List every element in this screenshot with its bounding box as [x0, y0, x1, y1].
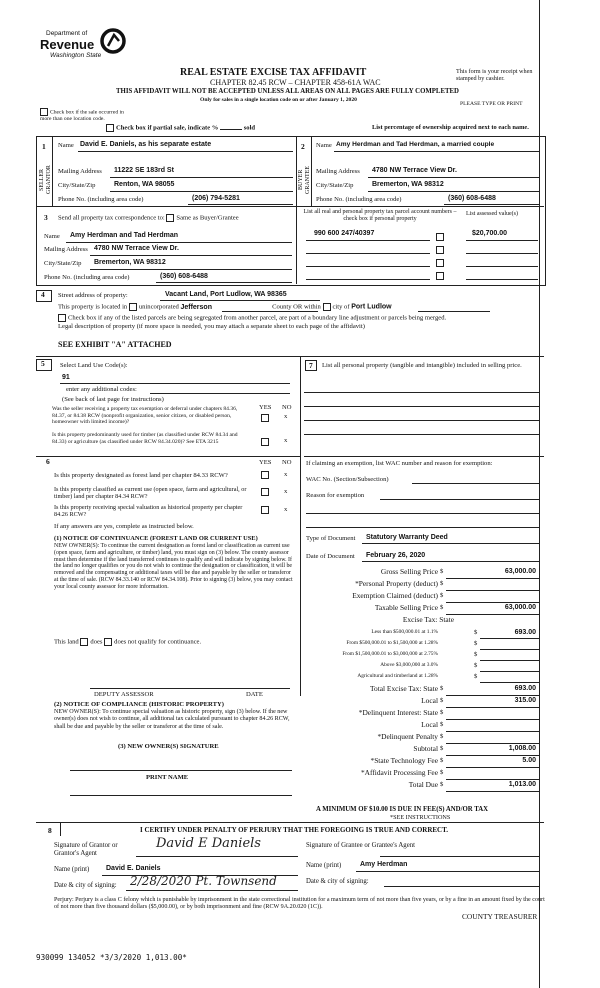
print-name-label: PRINT NAME	[146, 774, 189, 781]
assessed-value-label: List assessed value(s)	[466, 211, 518, 217]
logo-line1: Department of	[46, 30, 88, 37]
calc-label-tier1: Less than $500,000.01 at 1.1%	[371, 629, 438, 635]
calc-label-total-due: Total Due	[408, 780, 438, 789]
deputy-assessor-label: DEPUTY ASSESSOR	[94, 691, 154, 698]
s6-question-1: Is this property designated as forest land per chapter 84.33 RCW?	[54, 472, 228, 479]
multi-location-check: Check box if the sale occurred in more than one location code.	[40, 109, 124, 122]
calc-label-delinq-local: Local	[421, 720, 438, 729]
grantee-date-label: Date & city of signing:	[306, 878, 369, 885]
minimum-fee-note: A MINIMUM OF $10.00 IS DUE IN FEE(S) AND/OR TAX	[316, 806, 489, 813]
s6-question-2: Is this property classified as current use (open space, farm and agricultural, or timber) land per chapter 84.34 RCW?	[54, 486, 247, 501]
calc-amount-gross: 63,000.00	[504, 568, 536, 575]
partial-sale-checkbox[interactable]	[106, 124, 114, 132]
corr-phone-label: Phone No. (including area code)	[44, 274, 130, 281]
corr-city[interactable]: Bremerton, WA 98312	[94, 259, 166, 266]
personal-property-checkbox-1[interactable]	[436, 233, 444, 241]
section-6-number: 6	[46, 457, 50, 466]
form-title: REAL ESTATE EXCISE TAX AFFIDAVIT	[180, 67, 367, 78]
s6-q3-no-mark[interactable]: x	[284, 506, 288, 513]
grantor-name-label: Name (print)	[54, 866, 90, 873]
s5-q1-no-mark[interactable]: x	[284, 413, 288, 420]
buyer-name-label: Name	[316, 142, 332, 149]
calc-label-tier3: From $1,500,000.01 to $3,000,000 at 2.75%	[342, 651, 438, 657]
corr-mail[interactable]: 4780 NW Terrace View Dr.	[94, 245, 179, 252]
calc-label-taxable: Taxable Selling Price	[374, 603, 438, 612]
grantor-date-city[interactable]: 2/28/2020 Pt. Townsend	[130, 874, 277, 888]
calc-label-local: Local	[421, 696, 438, 705]
calc-amount-tier1: 693.00	[514, 629, 536, 636]
compliance-title: (2) NOTICE OF COMPLIANCE (HISTORIC PROPERTY)	[54, 701, 224, 708]
calc-label-tier4: Above $3,000,000 at 3.0%	[380, 662, 438, 668]
dor-logo-icon	[100, 28, 126, 54]
calc-label-excise: Excise Tax: State	[402, 615, 454, 624]
certify-statement: I CERTIFY UNDER PENALTY OF PERJURY THAT THE FOREGOING IS TRUE AND CORRECT.	[140, 826, 449, 834]
legal-description-label: Legal description of property (if more space is needed, you may attach a separate sheet to each page of the affidavit)	[58, 323, 365, 330]
s6-question-4: If any answers are yes, complete as instructed below.	[54, 523, 194, 530]
s5-q1-yes-checkbox[interactable]	[261, 414, 269, 422]
new-owner-signature-label: (3) NEW OWNER(S) SIGNATURE	[118, 743, 219, 750]
does-qualify-checkbox[interactable]	[80, 638, 88, 646]
grantor-date-label: Date & city of signing:	[54, 882, 117, 889]
compliance-text: NEW OWNER(S): To continue special valuation as historic property, sign (3) below. If the new owner(s) does not wish to continue, all additional tax calculated pursuant to chapter 84.26 RCW, shall be due and payable by the seller or transferor at the time of sale.	[54, 709, 290, 730]
calc-label-agri: Agricultural and timberland at 1.28%	[357, 673, 438, 679]
personal-property-label: List all personal property (tangible and intangible) included in selling price.	[322, 362, 522, 369]
seller-mail[interactable]: 11222 SE 183rd St	[114, 167, 174, 174]
exemption-label: If claiming an exemption, list WAC number and reason for exemption:	[306, 460, 493, 467]
personal-property-checkbox-2[interactable]	[436, 246, 444, 254]
calc-label-personal: *Personal Property (deduct)	[355, 579, 438, 588]
seller-mail-label: Mailing Address	[58, 168, 102, 175]
seller-name-label: Name	[58, 142, 74, 149]
calc-label-penalty: *Delinquent Penalty	[377, 732, 438, 741]
s6-q1-yes-checkbox[interactable]	[261, 471, 269, 479]
buyer-phone-label: Phone No. (including area code)	[316, 196, 402, 203]
grantor-signature-label: Signature of Grantor or Grantor's Agent	[54, 842, 118, 858]
seller-side-label: SELLER GRANTOR	[39, 165, 53, 195]
continuance-qualify: This land does does not qualify for continuance.	[54, 638, 202, 646]
grantor-name[interactable]: David E. Daniels	[106, 865, 161, 872]
section-8-number: 8	[48, 826, 52, 835]
calc-label-subtotal: Subtotal	[413, 744, 438, 753]
ownership-note: List percentage of ownership acquired next to each name.	[372, 124, 529, 131]
section-1-number: 1	[42, 142, 46, 151]
s6-yes-header: YES	[259, 459, 272, 466]
s5-question-1: Was the seller receiving a property tax exemption or deferral under chapters 84.36, 84.37, or 84.38 RCW (nonprofit organization, senior citizen, or disabled person, homeowner with limited income)?	[52, 406, 238, 426]
calc-amount-total-due: 1,013.00	[508, 781, 536, 788]
grantee-name-label: Name (print)	[306, 862, 342, 869]
s5-q2-no-mark[interactable]: x	[284, 437, 288, 444]
segregated-line: Check box if any of the listed parcels are being segregated from another parcel, are part of a boundary line adjustment or parcels being merged.	[58, 314, 538, 322]
buyer-phone[interactable]: (360) 608-6488	[448, 195, 496, 202]
calc-amount-total-state: 693.00	[514, 685, 536, 692]
s6-q3-yes-checkbox[interactable]	[261, 506, 269, 514]
s5-q2-yes-checkbox[interactable]	[261, 438, 269, 446]
see-instructions-note: *SEE INSTRUCTIONS	[390, 814, 451, 821]
calc-label-delinq-state: *Delinquent Interest: State	[358, 708, 438, 717]
doc-date-label: Date of Document	[306, 553, 355, 560]
seller-phone-label: Phone No. (including area code)	[58, 196, 144, 203]
grantee-name[interactable]: Amy Herdman	[360, 861, 408, 868]
receipt-note: This form is your receipt when stamped by cashier.	[456, 68, 533, 83]
parcel-label: List all real and personal property tax parcel account numbers – check box if personal property	[303, 209, 457, 223]
wac-label: WAC No. (Section/Subsection)	[306, 476, 389, 483]
s5-no-header: NO	[282, 404, 292, 411]
corr-mail-label: Mailing Address	[44, 246, 88, 253]
calc-amount-local: 315.00	[514, 697, 536, 704]
section-4-number: 4	[41, 290, 45, 299]
correspondence-label: Send all property tax correspondence to: Same as Buyer/Grantee	[58, 214, 239, 222]
calc-label-gross: Gross Selling Price	[380, 567, 438, 576]
form-chapter: CHAPTER 82.45 RCW – CHAPTER 458-61A WAC	[210, 78, 381, 87]
form-warning: THIS AFFIDAVIT WILL NOT BE ACCEPTED UNLESS ALL AREAS ON ALL PAGES ARE FULLY COMPLETED	[116, 88, 459, 95]
partial-sale-check: Check box if partial sale, indicate % sold	[106, 124, 255, 132]
s5-question-2: Is this property predominantly used for timber (as classified under RCW 84.34 and 84.33) or agriculture (as classified under RCW 84.34.020)? See ETA 3215	[52, 432, 238, 445]
same-as-buyer-checkbox[interactable]	[166, 214, 174, 222]
doc-date[interactable]: February 26, 2020	[366, 552, 426, 559]
reason-label: Reason for exemption	[306, 492, 365, 499]
doc-type-label: Type of Document	[306, 535, 356, 542]
location-line: This property is located in unincorporated Jefferson County OR within city of Port Ludlow	[58, 303, 392, 311]
see-back-note: (See back of last page for instructions)	[62, 396, 164, 403]
s6-q1-no-mark[interactable]: x	[284, 471, 288, 478]
form-subtitle: Only for sales in a single location code on or after January 1, 2020	[200, 97, 357, 103]
street-label: Street address of property:	[58, 292, 128, 299]
s6-q2-yes-checkbox[interactable]	[261, 488, 269, 496]
calc-label-tier2: From $500,000.01 to $1,500,000 at 1.28%	[346, 640, 438, 646]
doc-type[interactable]: Statutory Warranty Deed	[366, 534, 448, 541]
county-treasurer-label: COUNTY TREASURER	[462, 912, 538, 921]
corr-name-label: Name	[44, 233, 60, 240]
calc-label-exemption: Exemption Claimed (deduct)	[352, 591, 438, 600]
perjury-statement: Perjury: Perjury is a class C felony which is punishable by imprisonment in the state correctional institution for a maximum term of not more than five years, or by a fine in an amount fixed by the court of not more than five thousand dollars ($5,000.00), or by both imprisonment and fine (RCW 9A.20.020 (1C)).	[54, 897, 545, 911]
print-note: PLEASE TYPE OR PRINT	[460, 101, 523, 107]
section-7-number: 7	[305, 360, 317, 371]
seller-name[interactable]: David E. Daniels, as his separate estate	[80, 141, 212, 148]
multi-location-checkbox[interactable]	[40, 108, 48, 116]
seller-phone[interactable]: (206) 794-5281	[192, 195, 240, 202]
seller-city-label: City/State/Zip	[58, 182, 96, 189]
section-5-number: 5	[41, 359, 45, 368]
continuance-text: NEW OWNER(S): To continue the current designation as forest land or classification as current use (open space, farm and agriculture, or timber) land, you must sign on (3) below. The county assessor must then determine if the land transferred continues to qualify and will indicate by signing below. If the land no longer qualifies or you do not wish to continue the designation or classification, it will be removed and the compensating or additional taxes will be due and payable by the seller or transferor at the time of sale. (RCW 84.33.140 or RCW 84.34.108). Prior to signing (3) below, you may contact your local county assessor for more information.	[54, 543, 293, 590]
calc-amount-taxable: 63,000.00	[504, 604, 536, 611]
does-not-qualify-checkbox[interactable]	[104, 638, 112, 646]
calc-label-tech-fee: *State Technology Fee	[370, 756, 438, 765]
personal-property-checkbox-3[interactable]	[436, 259, 444, 267]
exhibit-note[interactable]: SEE EXHIBIT "A" ATTACHED	[58, 340, 172, 349]
personal-property-checkbox-4[interactable]	[436, 272, 444, 280]
city-checkbox[interactable]	[323, 303, 331, 311]
buyer-mail-label: Mailing Address	[316, 168, 360, 175]
corr-phone[interactable]: (360) 608-6488	[160, 273, 208, 280]
cashier-stamp: 930099 134052 *3/3/2020 1,013.00*	[36, 953, 187, 962]
assessed-value[interactable]: $20,700.00	[472, 230, 508, 237]
buyer-city[interactable]: Bremerton, WA 98312	[372, 181, 444, 188]
buyer-mail[interactable]: 4780 NW Terrace View Dr.	[372, 167, 457, 174]
continuance-title: (1) NOTICE OF CONTINUANCE (FOREST LAND OR CURRENT USE)	[54, 535, 258, 542]
parcel-number[interactable]: 990 600 247/40397	[314, 230, 375, 237]
buyer-name[interactable]: Amy Herdman and Tad Herdman, a married couple	[336, 141, 495, 148]
corr-city-label: City/State/Zip	[44, 260, 82, 267]
grantee-signature-label: Signature of Grantee or Grantee's Agent	[306, 842, 415, 849]
calc-label-processing: *Affidavit Processing Fee	[360, 768, 438, 777]
logo-line3: Washington State	[50, 52, 102, 59]
seller-city[interactable]: Renton, WA 98055	[114, 181, 175, 188]
s6-question-3: Is this property receiving special valuation as historical property per chapter 84.26 RCW?	[54, 504, 243, 519]
grantor-signature[interactable]: David E Daniels	[156, 836, 261, 851]
calc-label-total-state: Total Excise Tax: State	[370, 684, 438, 693]
additional-codes-label: enter any additional codes:	[66, 386, 137, 393]
buyer-side-label: BUYER GRANTEE	[298, 166, 312, 194]
calc-amount-tech-fee: 5.00	[522, 757, 536, 764]
corr-name[interactable]: Amy Herdman and Tad Herdman	[70, 232, 179, 239]
land-use-code[interactable]: 91	[62, 374, 70, 381]
s5-yes-header: YES	[259, 404, 272, 411]
unincorporated-checkbox[interactable]	[129, 303, 137, 311]
buyer-city-label: City/State/Zip	[316, 182, 354, 189]
section-3-number: 3	[44, 213, 48, 222]
calc-amount-subtotal: 1,008.00	[508, 745, 536, 752]
deputy-date-label: DATE	[246, 691, 263, 698]
dor-logo	[40, 28, 135, 68]
section-2-number: 2	[301, 142, 305, 151]
land-use-label: Select Land Use Code(s):	[60, 362, 128, 369]
s6-no-header: NO	[282, 459, 292, 466]
s6-q2-no-mark[interactable]: x	[284, 488, 288, 495]
logo-line2: Revenue	[40, 37, 95, 52]
segregated-checkbox[interactable]	[58, 314, 66, 322]
street-address[interactable]: Vacant Land, Port Ludlow, WA 98365	[165, 291, 287, 298]
